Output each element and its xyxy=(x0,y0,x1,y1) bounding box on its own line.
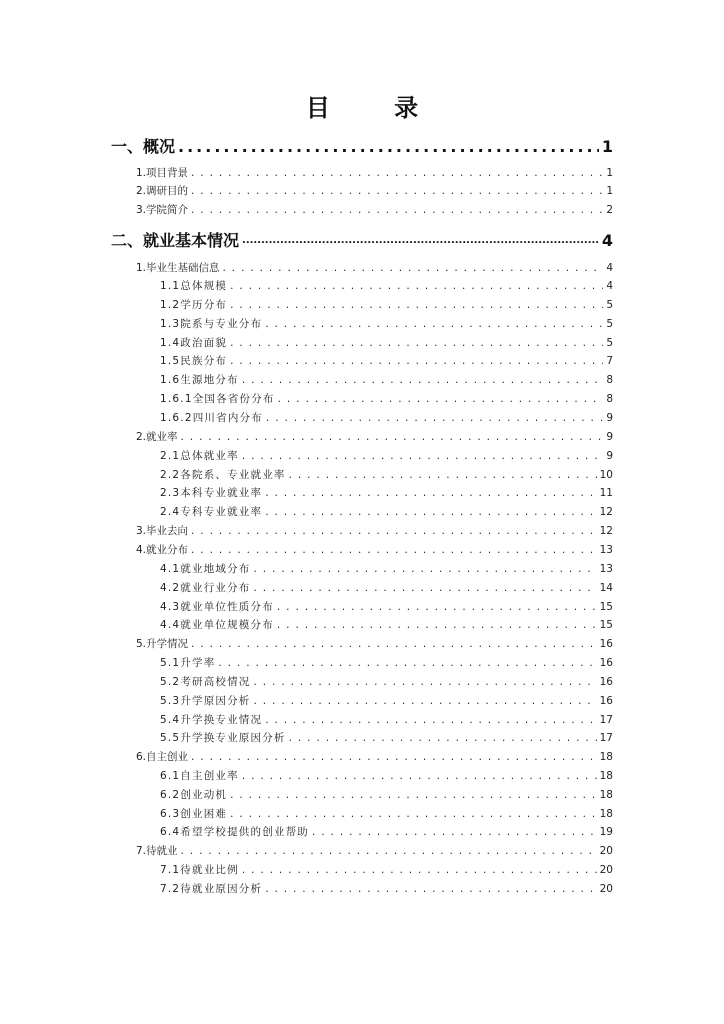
toc-entry-level-3[interactable] xyxy=(160,711,613,729)
toc-entry-label: 4.2就业行业分布 xyxy=(160,582,251,594)
toc-entry-level-3[interactable] xyxy=(160,880,613,898)
toc-page-number: 16 xyxy=(599,695,613,707)
toc-leader-dots xyxy=(242,861,597,879)
toc-entry-level-2[interactable] xyxy=(136,541,613,559)
toc-entry-level-1[interactable] xyxy=(111,136,613,158)
toc-entry-level-3[interactable] xyxy=(160,466,613,484)
toc-entry-label: 1.项目背景 xyxy=(136,167,189,179)
toc-leader-dots xyxy=(191,635,597,653)
toc-entry-label: 1.2学历分布 xyxy=(160,299,228,311)
toc-entry-label: 7.2待就业原因分析 xyxy=(160,883,263,895)
toc-entry-label: 1.毕业生基础信息 xyxy=(136,262,220,274)
toc-page-number: 8 xyxy=(606,374,613,386)
toc-entry-level-2[interactable] xyxy=(136,182,613,200)
toc-page-number: 20 xyxy=(599,864,613,876)
toc-entry-level-2[interactable] xyxy=(136,164,613,182)
toc-entry-label: 5.2考研高校情况 xyxy=(160,676,251,688)
toc-entry-level-3[interactable] xyxy=(160,673,613,691)
toc-entry-label: 二、就业基本情况 xyxy=(111,231,240,250)
toc-entry-level-3[interactable] xyxy=(160,315,613,333)
toc-page-number: 4 xyxy=(606,262,613,274)
toc-page-number: 9 xyxy=(606,412,613,424)
toc-entry-level-2[interactable] xyxy=(136,842,613,860)
toc-entry-label: 6.1自主创业率 xyxy=(160,770,239,782)
toc-entry-label: 5.5升学换专业原因分析 xyxy=(160,732,286,744)
toc-page-number: 13 xyxy=(599,544,613,556)
toc-entry-label: 4.1就业地域分布 xyxy=(160,563,251,575)
toc-leader-dots xyxy=(289,729,597,747)
toc-entry-label: 3.学院简介 xyxy=(136,204,189,216)
toc-entry-level-2[interactable] xyxy=(136,428,613,446)
toc-entry-label: 1.6.2四川省内分布 xyxy=(160,412,263,424)
toc-leader-dots xyxy=(254,692,597,710)
toc-entry-label: 1.4政治面貌 xyxy=(160,337,228,349)
toc-entry-label: 一、概况 xyxy=(111,137,176,156)
toc-page-number: 20 xyxy=(599,845,613,857)
toc-page-number: 20 xyxy=(599,883,613,895)
toc-entry-level-3[interactable] xyxy=(160,390,613,408)
toc-entry-level-2[interactable] xyxy=(136,201,613,219)
toc-leader-dots xyxy=(191,748,597,766)
toc-entry-label: 2.就业率 xyxy=(136,431,178,443)
toc-entry-label: 3.毕业去向 xyxy=(136,525,189,537)
toc-entry-label: 4.就业分布 xyxy=(136,544,189,556)
toc-leader-dots xyxy=(312,823,597,841)
toc-page-number: 15 xyxy=(599,619,613,631)
toc-leader-dots xyxy=(191,522,597,540)
toc-entry-level-3[interactable] xyxy=(160,861,613,879)
toc-entry-label: 5.4升学换专业情况 xyxy=(160,714,263,726)
toc-leader-dots xyxy=(230,352,603,370)
toc-entry-level-2[interactable] xyxy=(136,259,613,277)
toc-entry-label: 4.3就业单位性质分布 xyxy=(160,601,274,613)
toc-page-number: 15 xyxy=(599,601,613,613)
toc-page-number: 12 xyxy=(599,506,613,518)
toc-leader-dots xyxy=(254,560,597,578)
toc-leader-dots xyxy=(223,259,604,277)
toc-entry-label: 1.6生源地分布 xyxy=(160,374,239,386)
toc-leader-dots xyxy=(230,334,603,352)
toc-entry-label: 1.1总体规模 xyxy=(160,280,228,292)
toc-page-number: 18 xyxy=(599,770,613,782)
toc-page-number: 1 xyxy=(606,185,613,197)
toc-entry-level-2[interactable] xyxy=(136,522,613,540)
toc-entry-label: 5.1升学率 xyxy=(160,657,216,669)
toc-leader-dots xyxy=(191,164,603,182)
toc-page-number: 10 xyxy=(599,469,613,481)
toc-entry-label: 5.3升学原因分析 xyxy=(160,695,251,707)
toc-entry-level-3[interactable] xyxy=(160,352,613,370)
toc-leader-dots xyxy=(277,598,597,616)
toc-entry-label: 6.3创业困难 xyxy=(160,808,228,820)
toc-entry-level-3[interactable] xyxy=(160,654,613,672)
toc-entry-level-3[interactable] xyxy=(160,598,613,616)
toc-entry-level-3[interactable] xyxy=(160,692,613,710)
toc-leader-dots xyxy=(242,371,604,389)
toc-page-number: 18 xyxy=(599,808,613,820)
toc-entry-label: 2.1总体就业率 xyxy=(160,450,239,462)
toc-entry-label: 7.待就业 xyxy=(136,845,178,857)
toc-leader-dots xyxy=(277,616,597,634)
toc-entry-label: 2.3本科专业就业率 xyxy=(160,487,263,499)
toc-leader-dots xyxy=(230,277,603,295)
toc-leader-dots xyxy=(218,654,596,672)
toc-leader-dots xyxy=(278,390,604,408)
toc-entry-level-3[interactable] xyxy=(160,805,613,823)
toc-page-number: 1 xyxy=(606,167,613,179)
toc-leader-dots xyxy=(230,786,597,804)
toc-entry-level-3[interactable] xyxy=(160,409,613,427)
toc-page-number: 4 xyxy=(601,231,613,250)
toc-entry-label: 1.6.1全国各省份分布 xyxy=(160,393,275,405)
toc-page-number: 16 xyxy=(599,638,613,650)
toc-page-number: 9 xyxy=(606,450,613,462)
toc-page-number: 18 xyxy=(599,751,613,763)
toc-page-number: 17 xyxy=(599,732,613,744)
toc-page-number: 16 xyxy=(599,676,613,688)
toc-entry-level-1[interactable] xyxy=(111,230,613,252)
toc-leader-dots xyxy=(289,466,597,484)
toc-entry-label: 2.2各院系、专业就业率 xyxy=(160,469,286,481)
toc-entry-label: 1.5民族分布 xyxy=(160,355,228,367)
toc-page-number: 8 xyxy=(606,393,613,405)
toc-page-number: 5 xyxy=(606,299,613,311)
toc-leader-dots xyxy=(242,447,604,465)
toc-entry-level-3[interactable] xyxy=(160,823,613,841)
toc-entry-level-3[interactable] xyxy=(160,296,613,314)
toc-entry-level-3[interactable] xyxy=(160,767,613,785)
toc-leader-dots xyxy=(242,767,597,785)
toc-entry-label: 6.自主创业 xyxy=(136,751,189,763)
toc-page-number: 14 xyxy=(599,582,613,594)
toc-title: 目 录 xyxy=(305,93,447,122)
toc-leader-dots xyxy=(230,296,603,314)
toc-page-number: 4 xyxy=(606,280,613,292)
toc-entry-label: 2.4专科专业就业率 xyxy=(160,506,263,518)
toc-entry-label: 1.3院系与专业分布 xyxy=(160,318,263,330)
toc-entry-level-3[interactable] xyxy=(160,786,613,804)
toc-page-number: 5 xyxy=(606,318,613,330)
toc-entry-label: 6.4希望学校提供的创业帮助 xyxy=(160,826,309,838)
toc-leader-dots xyxy=(265,711,596,729)
toc-page-number: 16 xyxy=(599,657,613,669)
toc-entry-level-3[interactable] xyxy=(160,579,613,597)
toc-page-number: 19 xyxy=(599,826,613,838)
toc-page-number: 9 xyxy=(606,431,613,443)
toc-entry-level-3[interactable] xyxy=(160,484,613,502)
toc-entry-label: 7.1待就业比例 xyxy=(160,864,239,876)
toc-leader-dots xyxy=(178,136,599,158)
toc-entry-level-3[interactable] xyxy=(160,616,613,634)
toc-leader-dots xyxy=(242,227,599,252)
toc-entry-label: 6.2创业动机 xyxy=(160,789,228,801)
toc-leader-dots xyxy=(230,805,597,823)
toc-entry-level-3[interactable] xyxy=(160,503,613,521)
toc-entry-label: 4.4就业单位规模分布 xyxy=(160,619,274,631)
toc-leader-dots xyxy=(191,541,597,559)
toc-page-number: 17 xyxy=(599,714,613,726)
toc-page-number: 12 xyxy=(599,525,613,537)
toc-entry-level-3[interactable] xyxy=(160,560,613,578)
toc-leader-dots xyxy=(181,428,604,446)
toc-entry-level-3[interactable] xyxy=(160,447,613,465)
toc-entry-level-2[interactable] xyxy=(136,635,613,653)
toc-entry-level-2[interactable] xyxy=(136,748,613,766)
toc-entry-level-3[interactable] xyxy=(160,334,613,352)
toc-page-number: 11 xyxy=(599,487,613,499)
toc-leader-dots xyxy=(265,484,596,502)
toc-leader-dots xyxy=(191,182,603,200)
toc-entry-level-3[interactable] xyxy=(160,729,613,747)
toc-leader-dots xyxy=(181,842,597,860)
toc-leader-dots xyxy=(191,201,603,219)
toc-leader-dots xyxy=(266,409,603,427)
toc-entry-level-3[interactable] xyxy=(160,277,613,295)
toc-page-number: 18 xyxy=(599,789,613,801)
toc-page-number: 2 xyxy=(606,204,613,216)
toc-page-number: 1 xyxy=(601,137,613,156)
toc-entry-label: 2.调研目的 xyxy=(136,185,189,197)
toc-leader-dots xyxy=(265,880,596,898)
toc-page-number: 7 xyxy=(606,355,613,367)
toc-page-number: 13 xyxy=(599,563,613,575)
toc-leader-dots xyxy=(265,315,603,333)
toc-entry-label: 5.升学情况 xyxy=(136,638,189,650)
toc-leader-dots xyxy=(254,673,597,691)
toc-entry-level-3[interactable] xyxy=(160,371,613,389)
toc-leader-dots xyxy=(254,579,597,597)
toc-page-number: 5 xyxy=(606,337,613,349)
toc-leader-dots xyxy=(265,503,596,521)
